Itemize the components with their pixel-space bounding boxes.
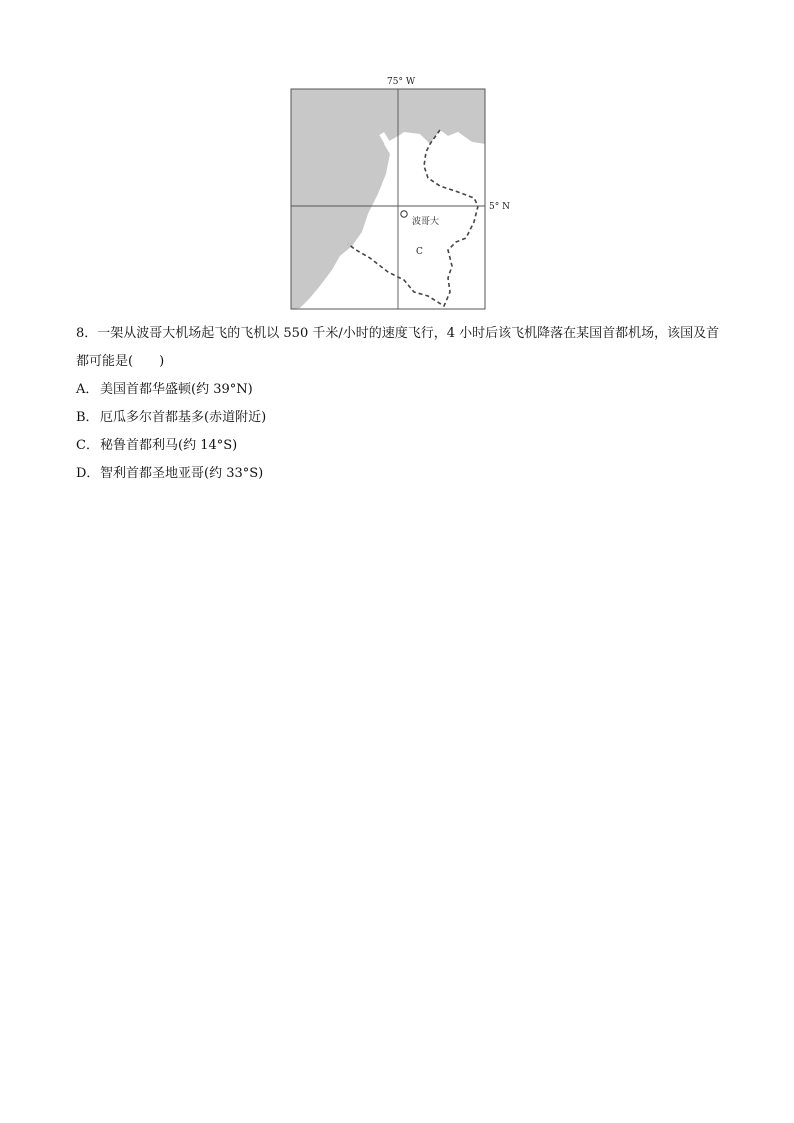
question-stem-line: [76, 320, 726, 376]
option-a[interactable]: [76, 376, 726, 404]
option-a-text: 美国首都华盛顿(约 39°N): [100, 382, 253, 397]
option-d-text: 智利首都圣地亚哥(约 33°S): [100, 466, 264, 481]
option-d-letter: D．: [76, 466, 100, 481]
region-label: C: [416, 247, 423, 257]
question-stem: 一架从波哥大机场起飞的飞机以 550 千米/小时的速度飞行，4 小时后该飞机降落在某国首都机场，该国及首都可能是( ): [76, 326, 720, 369]
question-block: [76, 320, 726, 488]
latitude-label: 5° N: [489, 202, 510, 212]
map-figure: [280, 74, 520, 314]
option-b[interactable]: [76, 404, 726, 432]
city-label: 波哥大: [412, 217, 440, 227]
city-marker: [401, 211, 407, 217]
option-d[interactable]: [76, 460, 726, 488]
map-svg: [280, 74, 520, 314]
option-c[interactable]: [76, 432, 726, 460]
option-b-letter: B．: [76, 410, 99, 425]
option-b-text: 厄瓜多尔首都基多(赤道附近): [100, 410, 267, 425]
question-number: 8．: [76, 326, 98, 341]
option-a-letter: A．: [76, 382, 99, 397]
option-c-text: 秘鲁首都利马(约 14°S): [100, 438, 238, 453]
option-c-letter: C．: [76, 438, 99, 453]
longitude-label: 75° W: [387, 77, 416, 87]
